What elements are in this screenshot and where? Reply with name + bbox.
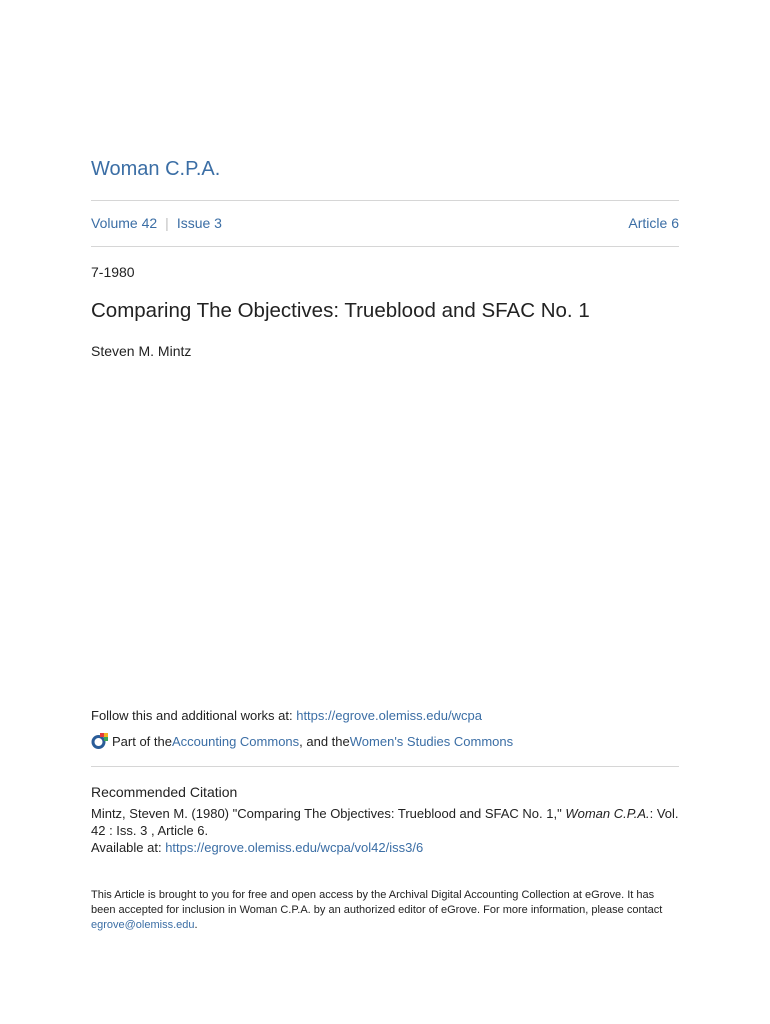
accounting-commons-link[interactable]: Accounting Commons <box>171 733 300 749</box>
citation-journal-italic: Woman C.P.A. <box>565 806 650 821</box>
footer-notice <box>91 888 681 933</box>
article-link[interactable]: Article 6 <box>628 215 679 231</box>
part-of-middle: , and the <box>299 733 350 749</box>
divider-top <box>91 200 679 201</box>
network-commons-icon <box>91 732 109 750</box>
author-name: Steven M. Mintz <box>91 343 192 359</box>
article-title: Comparing The Objectives: Trueblood and SFAC No. 1 <box>91 299 590 322</box>
divider-citation <box>91 766 679 767</box>
follow-prefix: Follow this and additional works at: <box>91 708 297 723</box>
citation-text <box>91 805 681 856</box>
journal-title-link[interactable]: Woman C.P.A. <box>91 158 221 180</box>
citation-heading: Recommended Citation <box>91 784 238 800</box>
issue-info-row <box>91 215 679 231</box>
follow-line <box>91 708 482 723</box>
contact-email-link[interactable]: egrove@olemiss.edu <box>91 919 195 931</box>
collection-url-link[interactable]: https://egrove.olemiss.edu/wcpa <box>296 708 482 723</box>
volume-link[interactable]: Volume 42 <box>91 215 158 231</box>
article-url-link[interactable]: https://egrove.olemiss.edu/wcpa/vol42/iss3/6 <box>165 840 424 855</box>
issue-link[interactable]: Issue 3 <box>176 215 222 231</box>
issue-separator: | <box>165 215 169 231</box>
footer-end: . <box>194 919 198 931</box>
available-prefix: Available at: <box>91 840 166 855</box>
citation-text-start: Mintz, Steven M. (1980) "Comparing The Objectives: Trueblood and SFAC No. 1," <box>91 806 566 821</box>
divider-bottom <box>91 246 679 247</box>
part-of-prefix: Part of the <box>112 733 172 749</box>
citation-text-end: : Vol. 42 : Iss. 3 , Article 6. <box>91 806 679 838</box>
womens-studies-commons-link[interactable]: Women's Studies Commons <box>349 733 514 749</box>
publication-date: 7-1980 <box>91 264 135 280</box>
footer-text: This Article is brought to you for free and open access by the Archival Digital Accounting Collection at eGrove. It has been accepted for inclusion in Woman C.P.A. by an authorized editor of eGrove. For more information, please contact <box>91 889 663 916</box>
part-of-line <box>91 732 513 750</box>
